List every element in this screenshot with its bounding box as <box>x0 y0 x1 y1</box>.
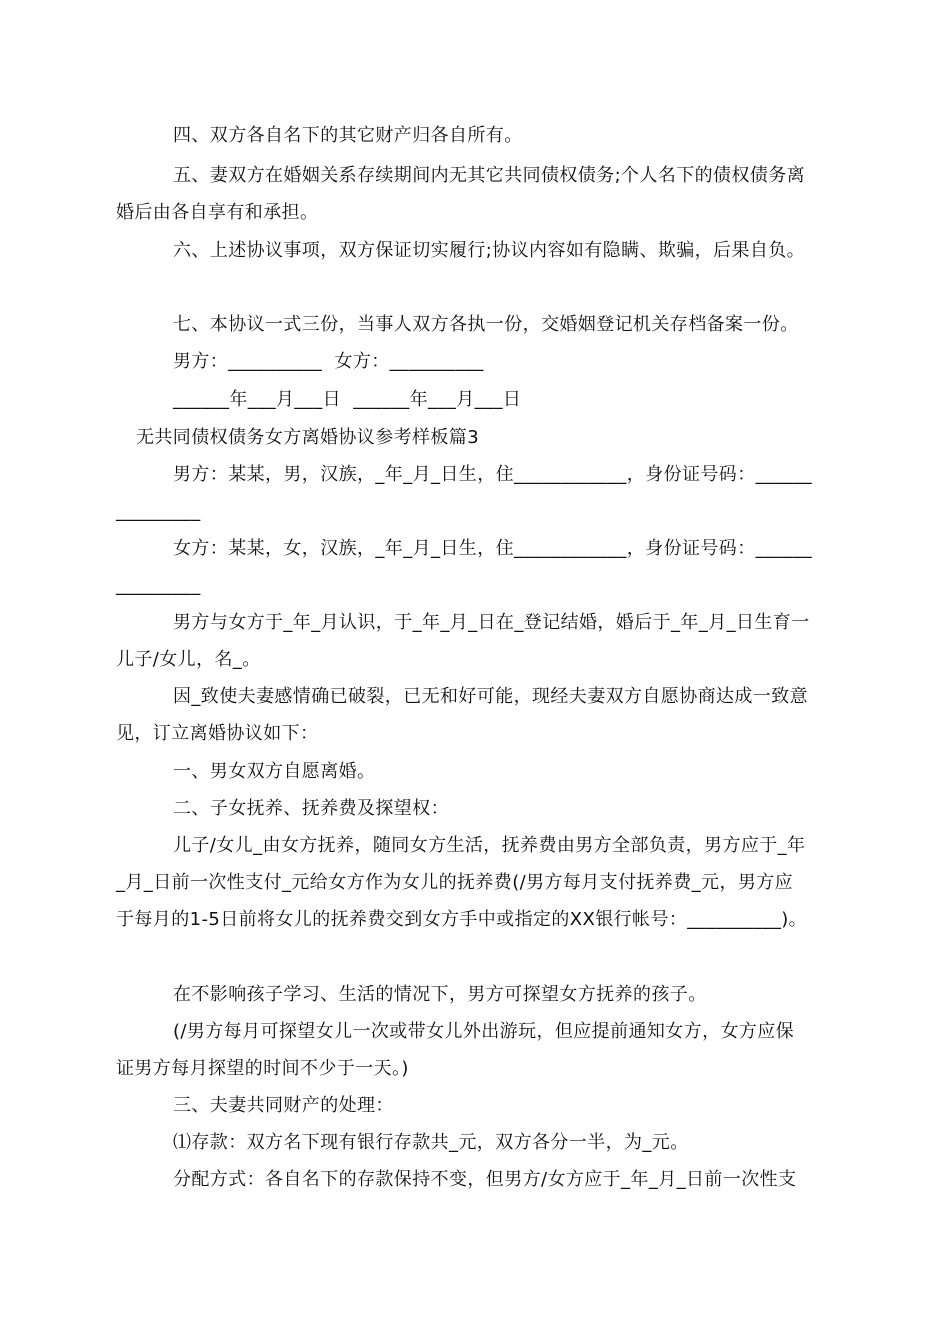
clause-4: 四、双方各自名下的其它财产归各自所有。 <box>173 125 523 146</box>
male-party-line-1: 男方：某某，男，汉族，_年_月_日生，住____________，身份证号码：______ <box>173 464 812 485</box>
male-party-line-2: _________ <box>116 501 201 522</box>
reason-line-1: 因_致使夫妻感情确已破裂，已无和好可能，现经夫妻双方自愿协商达成一致意 <box>173 686 808 707</box>
signature-line: 男方：__________ 女方：__________ <box>173 351 484 372</box>
item-3-heading: 三、夫妻共同财产的处理： <box>173 1095 394 1116</box>
visitation-line: 在不影响孩子学习、生活的情况下，男方可探望女方抚养的孩子。 <box>173 984 707 1005</box>
female-party-line-1: 女方：某某，女，汉族，_年_月_日生，住____________，身份证号码：______ <box>173 538 812 559</box>
marriage-info-line-1: 男方与女方于_年_月认识，于_年_月_日在_登记结婚，婚后于_年_月_日生育一 <box>173 612 810 633</box>
date-line: ______年___月___日 ______年___月___日 <box>173 389 522 410</box>
visitation-detail-line-2: 证男方每月探望的时间不少于一天。) <box>116 1058 409 1079</box>
custody-line-1: 儿子/女儿_由女方抚养，随同女方生活，抚养费由男方全部负责，男方应于_年 <box>173 835 806 856</box>
item-1: 一、男女双方自愿离婚。 <box>173 761 376 782</box>
clause-5-line-1: 五、妻双方在婚姻关系存续期间内无其它共同债权债务;个人名下的债权债务离 <box>173 165 806 186</box>
distribution-line: 分配方式：各自名下的存款保持不变，但男方/女方应于_年_月_日前一次性支 <box>173 1169 797 1190</box>
item-2-heading: 二、子女抚养、抚养费及探望权： <box>173 798 449 819</box>
section-title: 无共同债权债务女方离婚协议参考样板篇3 <box>136 427 480 448</box>
clause-5-line-2: 婚后由各自享有和承担。 <box>116 202 319 223</box>
female-party-line-2: _________ <box>116 575 201 596</box>
clause-7: 七、本协议一式三份，当事人双方各执一份，交婚姻登记机关存档备案一份。 <box>173 314 799 335</box>
reason-line-2: 见，订立离婚协议如下： <box>116 723 319 744</box>
deposit-line: ⑴存款：双方名下现有银行存款共_元，双方各分一半，为_元。 <box>173 1132 689 1153</box>
marriage-info-line-2: 儿子/女儿，名_。 <box>116 649 261 670</box>
visitation-detail-line-1: (/男方每月可探望女儿一次或带女儿外出游玩，但应提前通知女方，女方应保 <box>173 1021 795 1042</box>
clause-6: 六、上述协议事项，双方保证切实履行;协议内容如有隐瞒、欺骗，后果自负。 <box>173 240 806 261</box>
custody-line-3: 于每月的1-5日前将女儿的抚养费交到女方手中或指定的XX银行帐号：__________)。 <box>116 909 808 930</box>
custody-line-2: _月_日前一次性支付_元给女方作为女儿的抚养费(/男方每月支付抚养费_元，男方应 <box>116 872 794 893</box>
